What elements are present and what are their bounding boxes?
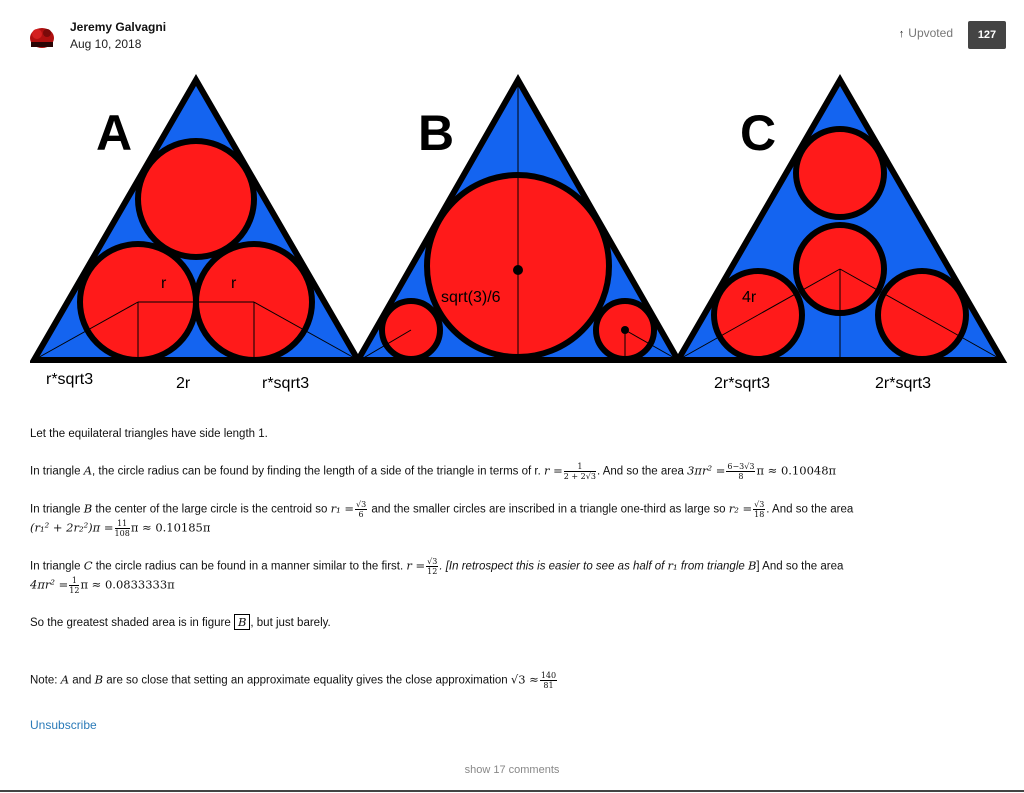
triangle-figure <box>30 74 1010 394</box>
post-date: Aug 10, 2018 <box>70 37 142 51</box>
label-c-radius: 4r <box>742 289 757 306</box>
circle-a-top <box>138 141 254 257</box>
upvote-button[interactable] <box>899 26 953 40</box>
paragraph-4: In triangle C the circle radius can be found in a manner similar to the first. r = $\frac{√3}{12}$ . [In retrospect this is easier to see as half of r₁ from triangle B] And so the area 4πr² = $\frac{1}{12}$ π ≈ 0.0833333π <box>30 557 844 595</box>
paragraph-2: In triangle A, the circle radius can be found by finding the length of a side of the triangle in terms of r. r = $\frac{1}{2 + 2√3}$ . And so the area 3πr² = $\frac{6-3√3}{8}$ π ≈ 0.10048π <box>30 462 837 481</box>
avatar-red-icon[interactable] <box>28 22 56 50</box>
show-comments-link[interactable]: show 17 comments <box>464 764 560 776</box>
label-b: B <box>418 105 455 161</box>
circle-c-top <box>796 129 884 217</box>
upvote-label: Upvoted <box>908 26 953 40</box>
author-name[interactable]: Jeremy Galvagni <box>70 20 167 34</box>
label-c: C <box>740 105 777 161</box>
label-a-r2: r <box>231 275 237 292</box>
post-header <box>28 18 1008 54</box>
unsubscribe-link[interactable]: Unsubscribe <box>30 718 97 732</box>
post-body <box>30 426 980 709</box>
paragraph-3: In triangle B the center of the large circle is the centroid so r₁ = $\frac{√3}{6}$ and the smaller circles are inscribed in a triangle one-third as large so r₂ = $\frac{√3}{18}$ . And so the area (r₁² + 2r₂²)π = $\frac{11}{108}$ π ≈ 0.10185π <box>30 500 854 538</box>
label-b-radius: sqrt(3)/6 <box>441 289 501 306</box>
label-a-left: r*sqrt3 <box>46 371 94 388</box>
upvote-arrow-icon: ↑ <box>898 28 905 40</box>
label-c-left: 2r*sqrt3 <box>714 375 771 392</box>
label-a-r1: r <box>161 275 167 292</box>
paragraph-5: So the greatest shaded area is in figure B , but just barely. <box>30 615 331 629</box>
label-a-mid: 2r <box>176 375 191 392</box>
upvote-count: 127 <box>968 21 1006 49</box>
paragraph-1: Let the equilateral triangles have side length 1. <box>30 428 268 440</box>
paragraph-note: Note: A and B are so close that setting an approximate equality gives the close approximation √3 ≈ $\frac{140}{81}$ <box>30 671 557 690</box>
label-c-right: 2r*sqrt3 <box>875 375 932 392</box>
label-a-right: r*sqrt3 <box>262 375 310 392</box>
divider <box>0 790 1024 792</box>
label-a: A <box>96 105 133 161</box>
